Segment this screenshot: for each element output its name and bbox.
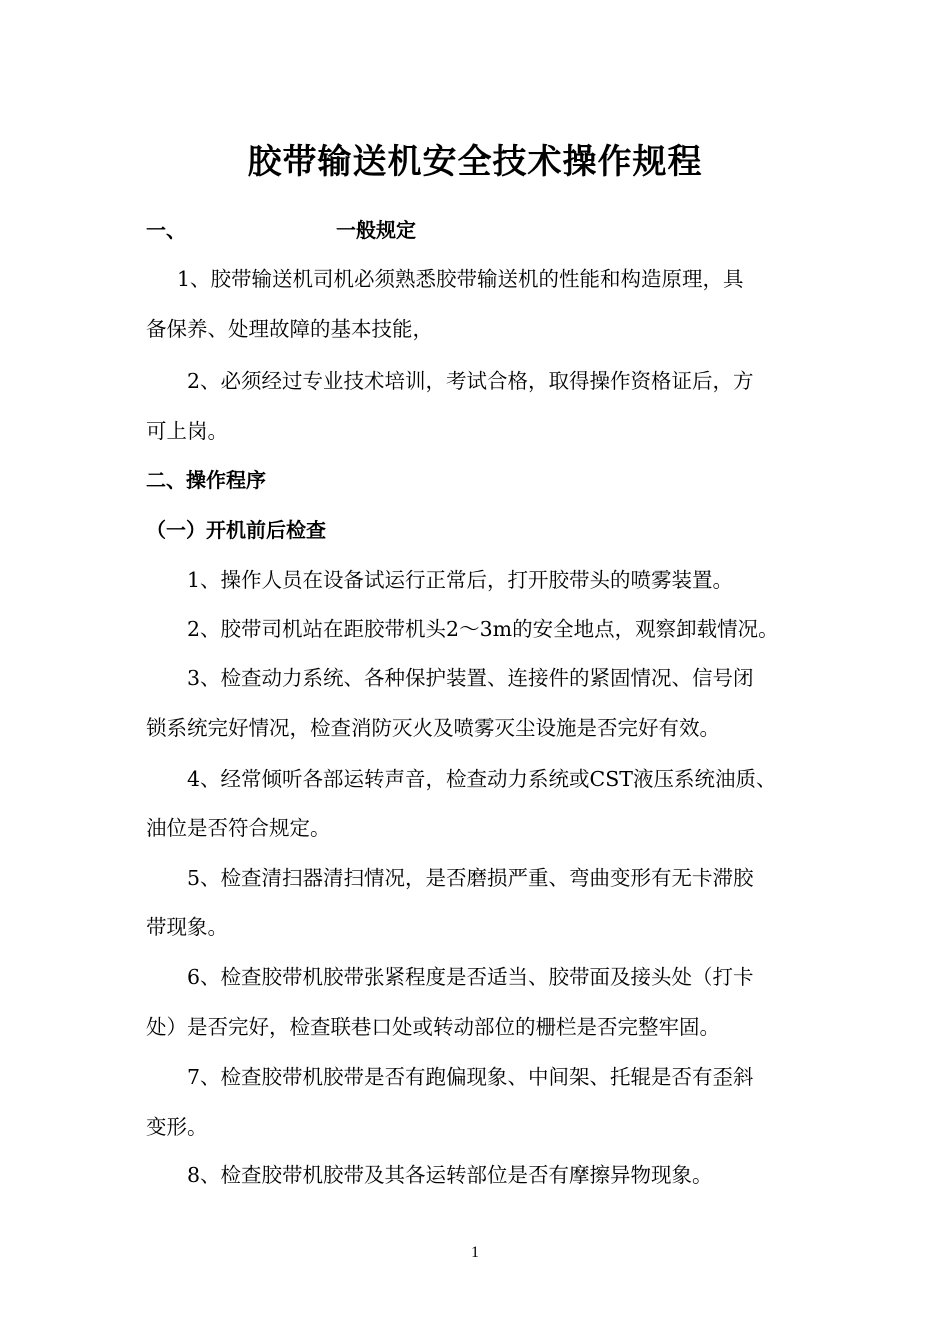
paragraph-line: 可上岗。 [146,419,228,443]
section1-number: 一、 [146,218,186,242]
paragraph-line: 备保养、处理故障的基本技能， [146,317,433,341]
section1-heading: 一般规定 [336,218,416,242]
section2-subheading: （一）开机前后检查 [146,518,326,542]
section2-heading: 二、操作程序 [146,468,266,492]
paragraph-line: 带现象。 [146,915,228,939]
paragraph-line: 4、经常倾听各部运转声音，检查动力系统或CST液压系统油质、 [187,767,777,791]
paragraph-line: 油位是否符合规定。 [146,816,331,840]
paragraph-line: 锁系统完好情况，检查消防灭火及喷雾灭尘设施是否完好有效。 [146,716,720,740]
paragraph-line: 7、检查胶带机胶带是否有跑偏现象、中间架、托辊是否有歪斜 [187,1065,754,1089]
paragraph-line: 1、胶带输送机司机必须熟悉胶带输送机的性能和构造原理，具 [177,267,744,291]
page-number: 1 [471,1244,479,1261]
paragraph-line: 5、检查清扫器清扫情况，是否磨损严重、弯曲变形有无卡滞胶 [187,866,754,890]
paragraph-line: 8、检查胶带机胶带及其各运转部位是否有摩擦异物现象。 [187,1163,713,1187]
paragraph-line: 处）是否完好，检查联巷口处或转动部位的栅栏是否完整牢固。 [146,1015,720,1039]
paragraph-line: 变形。 [146,1115,208,1139]
paragraph-line: 2、必须经过专业技术培训，考试合格，取得操作资格证后，方 [187,369,754,393]
paragraph-line: 3、检查动力系统、各种保护装置、连接件的紧固情况、信号闭 [187,666,754,690]
paragraph-line: 2、胶带司机站在距胶带机头2～3m的安全地点，观察卸载情况。 [187,617,779,641]
paragraph-line: 6、检查胶带机胶带张紧程度是否适当、胶带面及接头处（打卡 [187,965,754,989]
document-title: 胶带输送机安全技术操作规程 [247,142,703,182]
paragraph-line: 1、操作人员在设备试运行正常后，打开胶带头的喷雾装置。 [187,568,734,592]
